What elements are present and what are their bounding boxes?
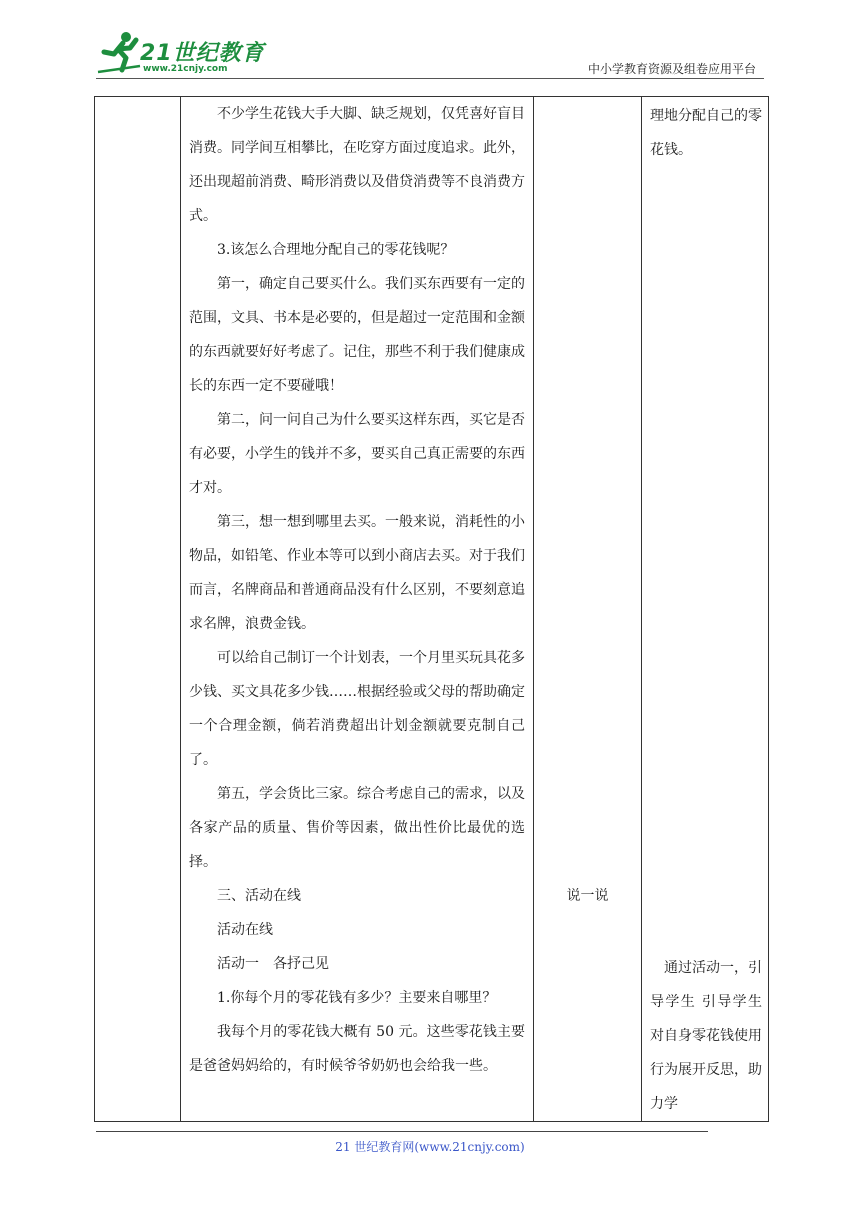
header-divider: [96, 78, 764, 79]
runner-logo-icon: [96, 30, 142, 74]
design-intent-cell: [642, 97, 769, 1122]
paragraph: 我每个月的零花钱大概有 50 元。这些零花钱主要是爸爸妈妈给的，有时候爷爷奶奶也会给我一些。: [189, 1024, 525, 1074]
student-activity-cell: [534, 97, 642, 1122]
logo-text: 21世纪教育: [140, 41, 265, 66]
paragraph: 第二，问一问自己为什么要买这样东西，买它是否有必要，小学生的钱并不多，要买自己真正需要的东西才对。: [189, 412, 525, 496]
design-intent-top: 理地分配自己的零花钱。: [650, 108, 762, 158]
activity-title: 活动一 各抒己见: [217, 956, 329, 972]
platform-title: 中小学教育资源及组卷应用平台: [587, 62, 756, 76]
paragraph: 可以给自己制订一个计划表，一个月里买玩具花多少钱、买文具花多少钱……根据经验或父母的帮助确定一个合理金额，倘若消费超出计划金额就要克制自己了。: [189, 650, 525, 768]
paragraph: 第三，想一想到哪里去买。一般来说，消耗性的小物品，如铅笔、作业本等可以到小商店去买。对于我们而言，名牌商品和普通商品没有什么区别，不要刻意追求名牌，浪费金钱。: [189, 514, 525, 632]
student-activity-label: 说一说: [566, 888, 609, 904]
table-row: [95, 97, 769, 1122]
site-logo[interactable]: [96, 30, 266, 78]
footer-link[interactable]: 21 世纪教育网(www.21cnjy.com): [335, 1140, 525, 1154]
page-header: [0, 0, 860, 80]
lesson-plan-table: [94, 96, 769, 1122]
footer-divider: [96, 1131, 708, 1132]
paragraph: 第一，确定自己要买什么。我们买东西要有一定的范围，文具、书本是必要的，但是超过一定范围和金额的东西就要好好考虑了。记住，那些不利于我们健康成长的东西一定不要碰哦！: [189, 276, 525, 394]
paragraph: 不少学生花钱大手大脚、缺乏规划，仅凭喜好盲目消费。同学间互相攀比，在吃穿方面过度追求。此外，还出现超前消费、畸形消费以及借贷消费等不良消费方式。: [189, 106, 525, 224]
paragraph: 活动在线: [217, 922, 273, 938]
question: 1.你每个月的零花钱有多少？主要来自哪里？: [217, 990, 497, 1006]
section-heading: 三、活动在线: [217, 888, 301, 904]
paragraph: 3.该怎么合理地分配自己的零花钱呢？: [217, 242, 455, 258]
empty-cell: [95, 97, 181, 1122]
design-intent-bottom: 通过活动一，引导学生 引导学生对自身零花钱使用行为展开反思，助力学: [650, 960, 762, 1112]
teaching-content-cell: [181, 97, 534, 1122]
logo-url: www.21cnjy.com: [143, 64, 228, 74]
paragraph: 第五，学会货比三家。综合考虑自己的需求，以及各家产品的质量、售价等因素，做出性价比最优的选择。: [189, 786, 525, 870]
